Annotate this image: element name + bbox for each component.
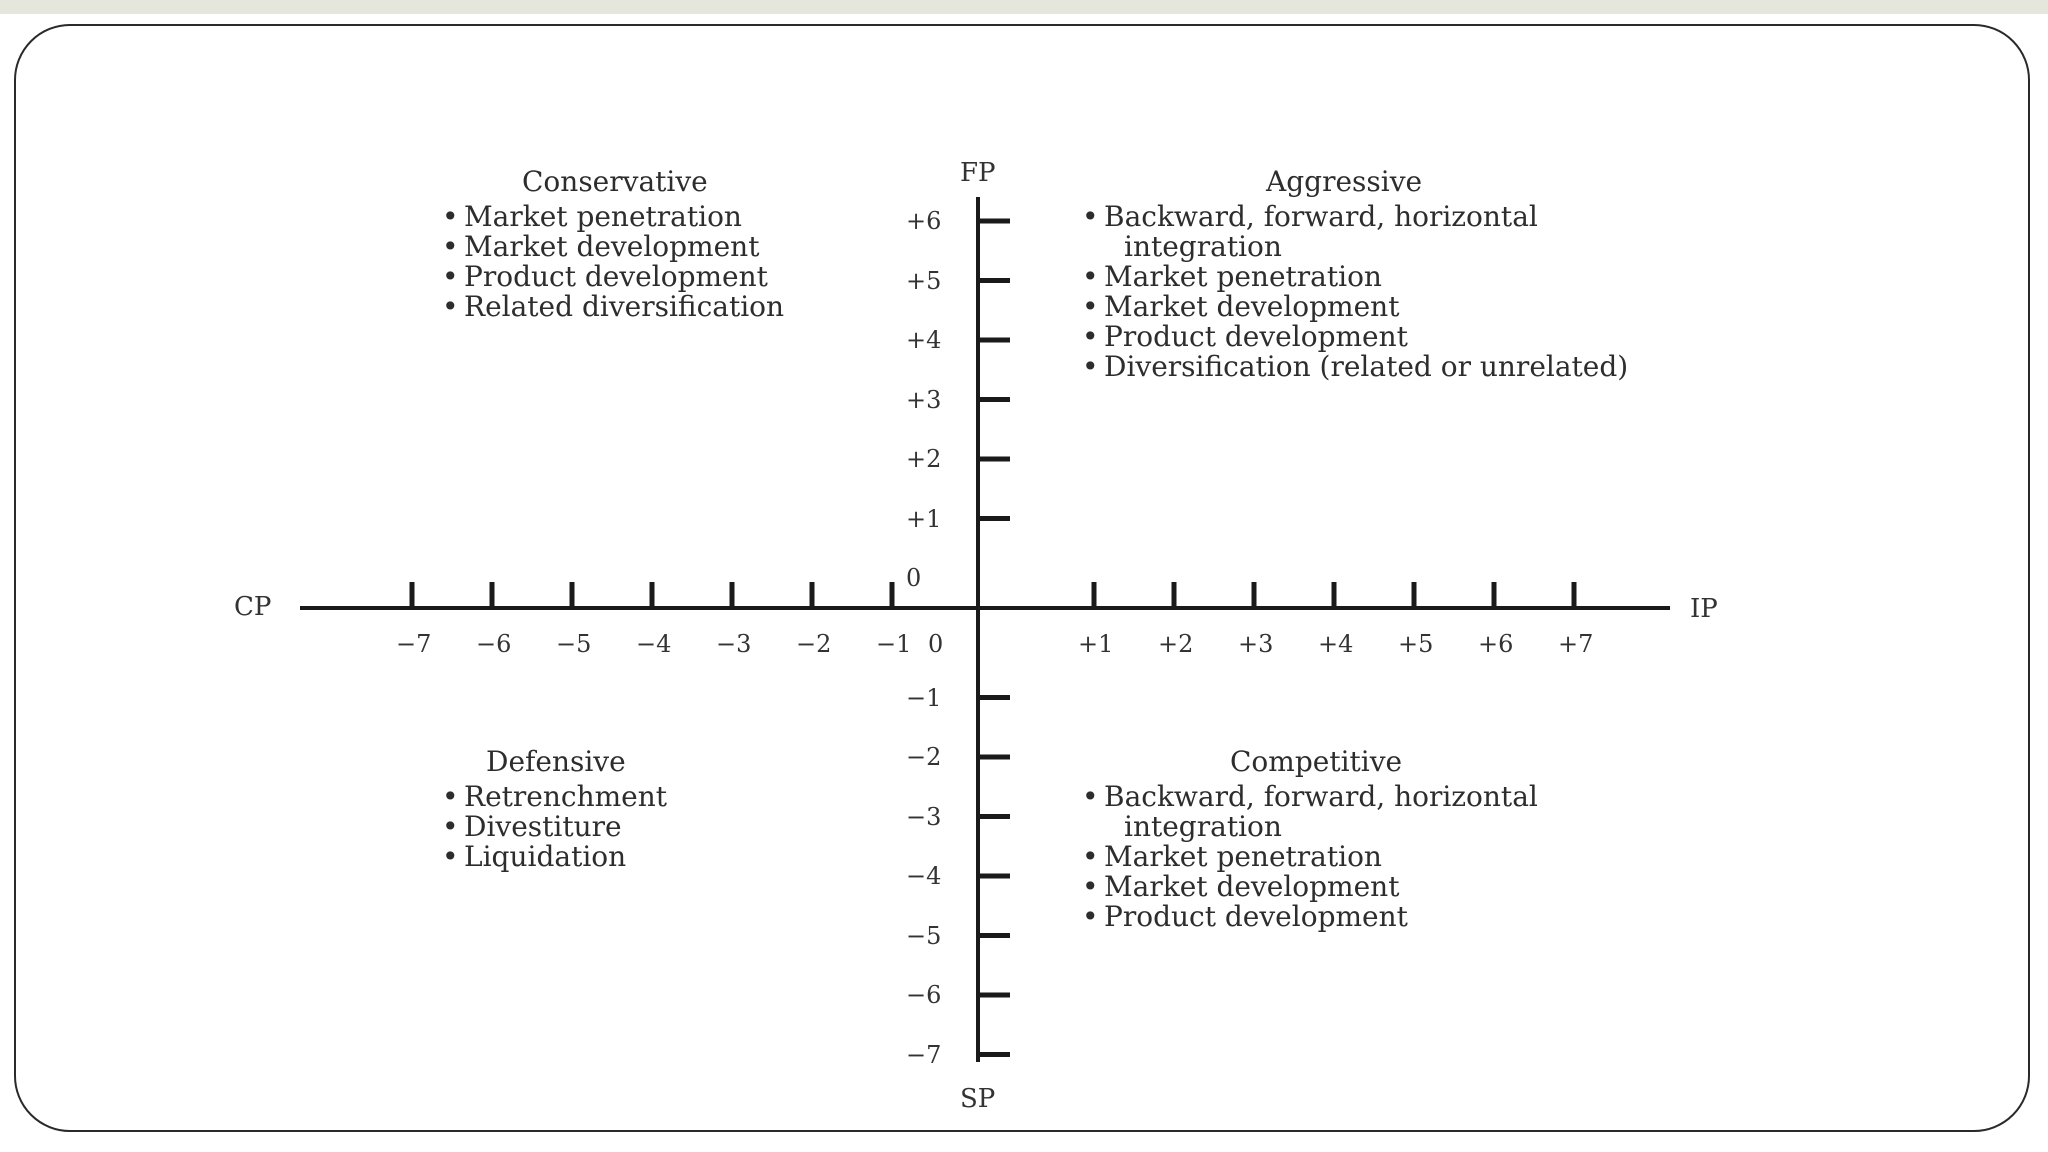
quadrant-list-competitive <box>1082 782 1538 932</box>
y-tick-label: +6 <box>906 207 942 235</box>
y-tick-label: +2 <box>906 445 942 473</box>
list-item: • Related diversification <box>442 290 785 323</box>
quadrant-title-competitive: Competitive <box>1230 745 1403 778</box>
quadrant-list-aggressive <box>1082 202 1628 382</box>
x-tick-label: −2 <box>796 630 832 658</box>
x-tick-label: +1 <box>1078 630 1114 658</box>
y-tick-label: 0 <box>906 564 922 592</box>
list-item: • Liquidation <box>442 840 627 873</box>
list-item: • Market penetration <box>1082 260 1382 293</box>
x-tick-label: +5 <box>1398 630 1434 658</box>
list-item: • Backward, forward, horizontal <box>1082 780 1538 813</box>
y-tick-label: −6 <box>906 981 942 1009</box>
x-tick-label: +6 <box>1478 630 1514 658</box>
list-item-continuation: integration <box>1124 230 1282 263</box>
quadrant-title-defensive: Defensive <box>486 745 626 778</box>
y-tick-label: −4 <box>906 862 942 890</box>
list-item: • Product development <box>442 260 768 293</box>
y-tick-label: +5 <box>906 266 942 295</box>
list-item: • Market development <box>1082 290 1400 323</box>
y-tick-label: +3 <box>906 385 942 414</box>
list-item: • Product development <box>1082 320 1408 353</box>
y-tick-label: −7 <box>906 1040 942 1069</box>
x-tick-label: −3 <box>716 630 752 658</box>
list-item: • Market penetration <box>442 200 742 233</box>
x-tick-label: −7 <box>396 630 432 658</box>
x-tick-label: −1 <box>876 630 912 658</box>
x-tick-label: +2 <box>1158 630 1194 658</box>
list-item: • Market development <box>1082 870 1400 903</box>
quadrant-list-conservative <box>442 202 784 322</box>
list-item: • Divestiture <box>442 810 622 843</box>
list-item: • Market penetration <box>1082 840 1382 873</box>
list-item: • Market development <box>442 230 760 263</box>
list-item: • Retrenchment <box>442 780 668 813</box>
list-item-continuation: integration <box>1124 810 1282 843</box>
x-tick-label: +7 <box>1558 630 1594 658</box>
x-tick-label: −6 <box>476 630 512 658</box>
list-item: • Backward, forward, horizontal <box>1082 200 1538 233</box>
y-tick-label: −5 <box>906 921 942 950</box>
y-tick-label: −2 <box>906 743 942 771</box>
x-tick-label: 0 <box>928 630 944 658</box>
quadrant-title-conservative: Conservative <box>522 165 708 198</box>
x-tick-label: −4 <box>636 630 672 658</box>
quadrant-list-defensive <box>442 782 667 872</box>
axis-label-ip: IP <box>1690 594 1718 624</box>
axis-label-cp: CP <box>234 592 272 622</box>
list-item: • Product development <box>1082 900 1408 933</box>
x-tick-label: +4 <box>1318 630 1354 658</box>
y-tick-label: +4 <box>906 326 942 354</box>
y-tick-label: −3 <box>906 802 942 831</box>
list-item: • Diversification (related or unrelated) <box>1082 350 1629 383</box>
y-tick-label: +1 <box>906 504 942 533</box>
x-tick-label: +3 <box>1238 630 1274 658</box>
y-tick-label: −1 <box>906 683 942 712</box>
quadrant-title-aggressive: Aggressive <box>1266 165 1423 198</box>
x-tick-label: −5 <box>556 630 592 658</box>
axis-label-sp: SP <box>960 1084 996 1114</box>
axis-label-fp: FP <box>960 158 996 188</box>
